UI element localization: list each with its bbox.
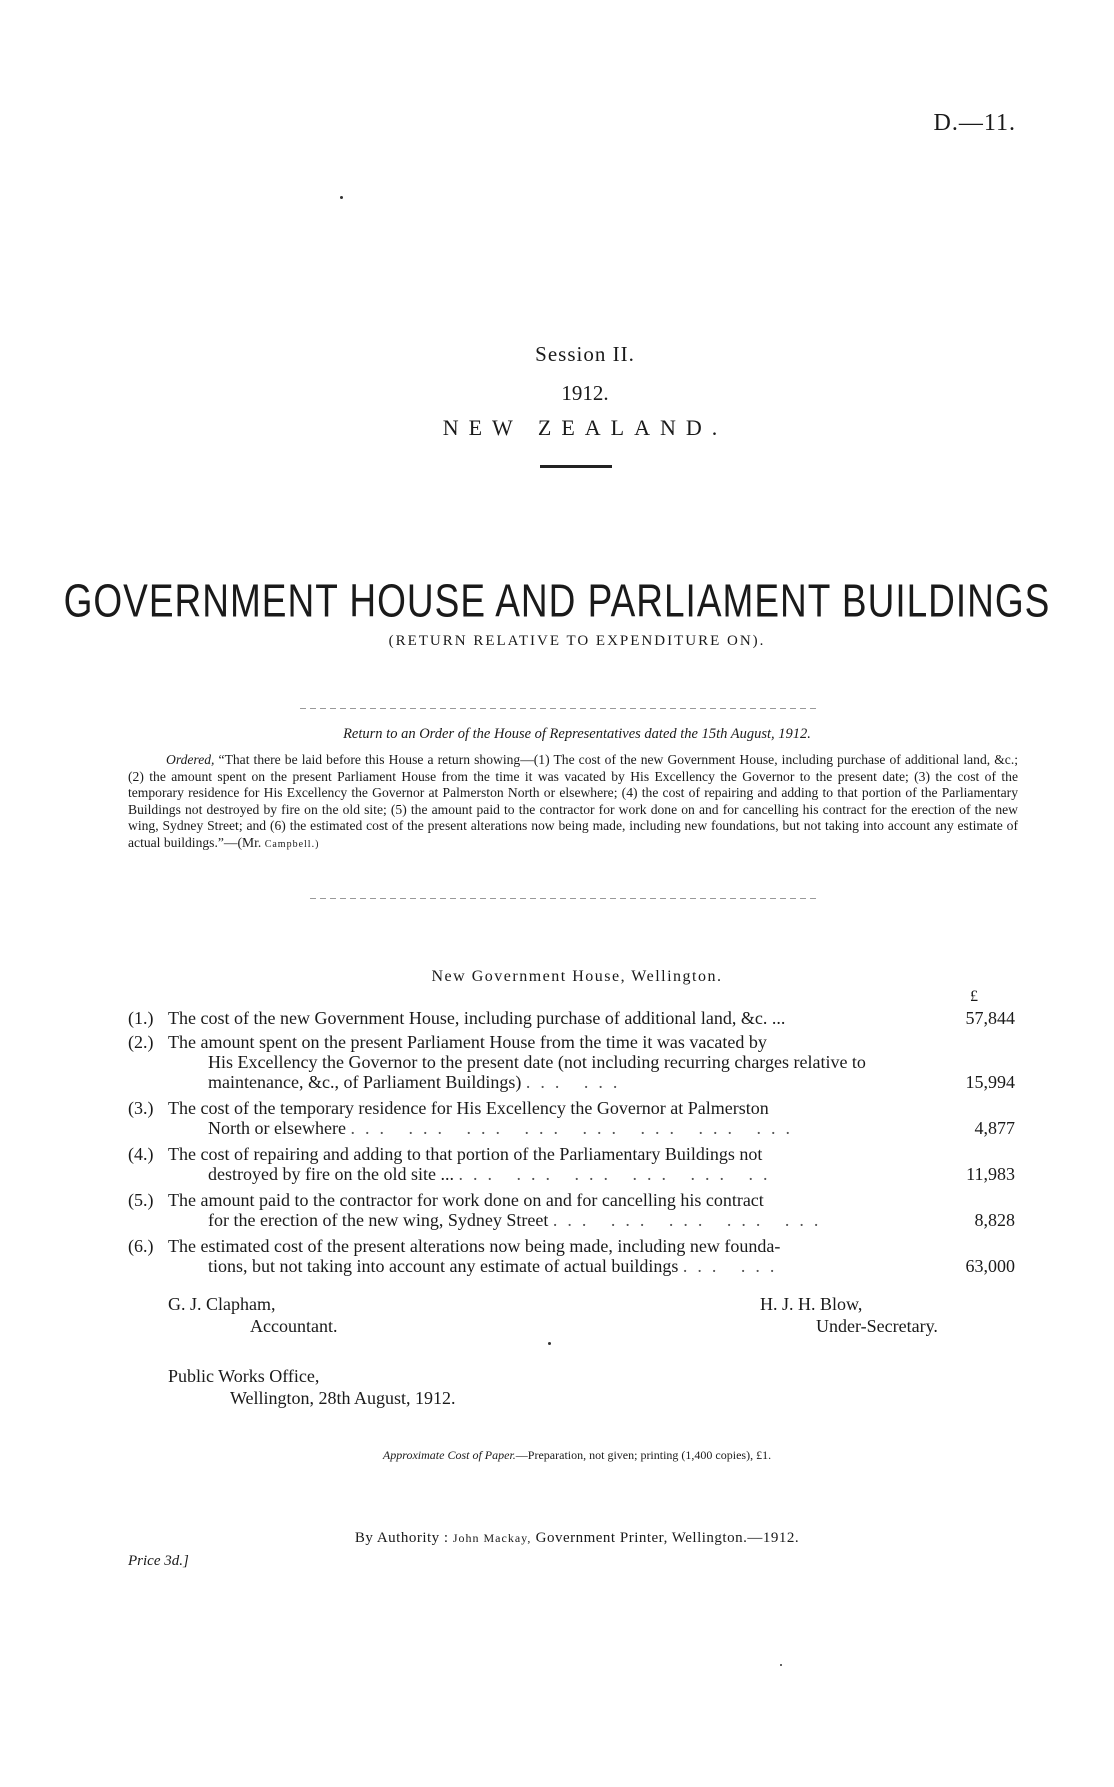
list-item bbox=[128, 1144, 1015, 1184]
title-rule bbox=[540, 465, 612, 468]
list-item bbox=[128, 1236, 1015, 1276]
item-number: (1.) bbox=[128, 1008, 154, 1028]
item-number: (5.) bbox=[128, 1190, 154, 1210]
order-body: “That there be laid before this House a return showing—(1) The cost of the new Government House, including purchase of additional land, &c.; (2) the amount spent on the present Parliament House from the time it was vacated by His Excellency the Governor to the present date; (3) the cost of the temporary residence for His Excellency the Governor at Palmerston North or elsewhere; (4) the cost of repairing and adding to that portion of the Parliamentary Buildings not destroyed by fire on the old site; (5) the amount paid to the contractor for work done on and for cancelling his contract for the erection of the new wing, Sydney Street; and (6) the estimated cost of the present alterations now being made, including new foundations, but not taking into account any estimate of actual buildings.”—(Mr. bbox=[128, 752, 1018, 850]
authority-prefix: By Authority : bbox=[354, 1530, 449, 1546]
item-amount: 8,828 bbox=[974, 1210, 1015, 1230]
item-text-line: The cost of repairing and adding to that portion of the Parliamentary Buildings not bbox=[168, 1144, 763, 1164]
item-text bbox=[168, 1032, 918, 1092]
item-amount: 63,000 bbox=[965, 1256, 1015, 1276]
item-text-continuation: His Excellency the Governor to the present date (not including recurring charges relative to maintenance, &c., of Parliament Buildings) bbox=[208, 1052, 866, 1092]
item-text-continuation: North or elsewhere bbox=[208, 1118, 346, 1138]
country-label: NEW ZEALAND. bbox=[442, 415, 728, 440]
item-amount: 57,844 bbox=[965, 1008, 1015, 1028]
section-heading: New Government House, Wellington. bbox=[431, 968, 723, 985]
item-text-continuation: tions, but not taking into account any estimate of actual buildings bbox=[208, 1256, 679, 1276]
item-number: (2.) bbox=[128, 1032, 154, 1052]
paper-cost-note bbox=[0, 1448, 1114, 1463]
item-amount: 11,983 bbox=[966, 1164, 1015, 1184]
price-label: Price 3d.] bbox=[128, 1553, 189, 1569]
order-paragraph bbox=[128, 752, 1018, 853]
item-leader-dots: ... ... ... ... ... .. bbox=[458, 1164, 778, 1184]
document-reference: D.—11. bbox=[933, 110, 1016, 136]
print-speck bbox=[548, 1342, 551, 1345]
signature-under-secretary bbox=[760, 1293, 938, 1337]
item-leader-dots: ... ... ... ... ... bbox=[552, 1210, 829, 1230]
list-item bbox=[128, 1098, 1015, 1138]
printer-name: John Mackay, bbox=[452, 1531, 532, 1545]
item-text bbox=[168, 1190, 918, 1230]
order-mover: Campbell.) bbox=[264, 838, 320, 850]
signatory-title: Accountant. bbox=[250, 1316, 338, 1336]
item-text-line: The amount spent on the present Parliament House from the time it was vacated by bbox=[168, 1032, 767, 1052]
authority-suffix: Government Printer, Wellington.—1912. bbox=[535, 1530, 800, 1546]
item-number: (3.) bbox=[128, 1098, 154, 1118]
signatory-title: Under-Secretary. bbox=[816, 1316, 938, 1336]
paper-cost-label: Approximate Cost of Paper. bbox=[382, 1448, 516, 1462]
printer-authority bbox=[0, 1530, 1114, 1547]
item-number: (6.) bbox=[128, 1236, 154, 1256]
office-name: Public Works Office, bbox=[168, 1366, 320, 1386]
ordered-word: Ordered, bbox=[166, 752, 215, 767]
item-amount: 4,877 bbox=[974, 1118, 1015, 1138]
signatory-name: G. J. Clapham, bbox=[168, 1294, 276, 1314]
list-item bbox=[128, 1190, 1015, 1230]
item-number: (4.) bbox=[128, 1144, 154, 1164]
page-subtitle: (RETURN RELATIVE TO EXPENDITURE ON). bbox=[388, 633, 766, 649]
print-speck bbox=[340, 196, 343, 199]
item-leader-dots: ... ... bbox=[682, 1256, 785, 1276]
year-label: 1912. bbox=[561, 381, 609, 405]
item-leader-dots: ... ... ... ... ... ... ... ... bbox=[350, 1118, 800, 1138]
item-leader-dots: ... ... bbox=[525, 1072, 628, 1092]
return-order-line: Return to an Order of the House of Representatives dated the 15th August, 1912. bbox=[343, 726, 811, 742]
item-text-line: The estimated cost of the present alterations now being made, including new founda- bbox=[168, 1236, 781, 1256]
session-label: Session II. bbox=[535, 342, 635, 366]
list-item bbox=[128, 1008, 1015, 1028]
office-address bbox=[168, 1365, 456, 1409]
office-place-date: Wellington, 28th August, 1912. bbox=[230, 1388, 456, 1408]
currency-symbol: £ bbox=[970, 988, 978, 1005]
print-speck bbox=[780, 1664, 782, 1666]
item-text bbox=[168, 1098, 918, 1138]
item-text-continuation: destroyed by fire on the old site ... bbox=[208, 1164, 454, 1184]
item-text-line: The cost of the new Government House, including purchase of additional land, &c. ... bbox=[168, 1008, 786, 1028]
signatory-name: H. J. H. Blow, bbox=[760, 1294, 863, 1314]
page-title: GOVERNMENT HOUSE AND PARLIAMENT BUILDINGS bbox=[63, 575, 1051, 627]
item-amount: 15,994 bbox=[965, 1072, 1015, 1092]
signature-accountant bbox=[168, 1293, 337, 1337]
list-item bbox=[128, 1032, 1015, 1092]
item-text bbox=[168, 1008, 918, 1028]
item-text bbox=[168, 1236, 918, 1276]
item-text-continuation: for the erection of the new wing, Sydney Street bbox=[208, 1210, 549, 1230]
paper-cost-text: —Preparation, not given; printing (1,400 copies), £1. bbox=[515, 1448, 772, 1462]
item-text-line: The amount paid to the contractor for work done on and for cancelling his contract bbox=[168, 1190, 764, 1210]
item-text bbox=[168, 1144, 918, 1184]
item-text-line: The cost of the temporary residence for His Excellency the Governor at Palmerston bbox=[168, 1098, 769, 1118]
divider bbox=[310, 898, 820, 899]
divider bbox=[300, 708, 820, 709]
